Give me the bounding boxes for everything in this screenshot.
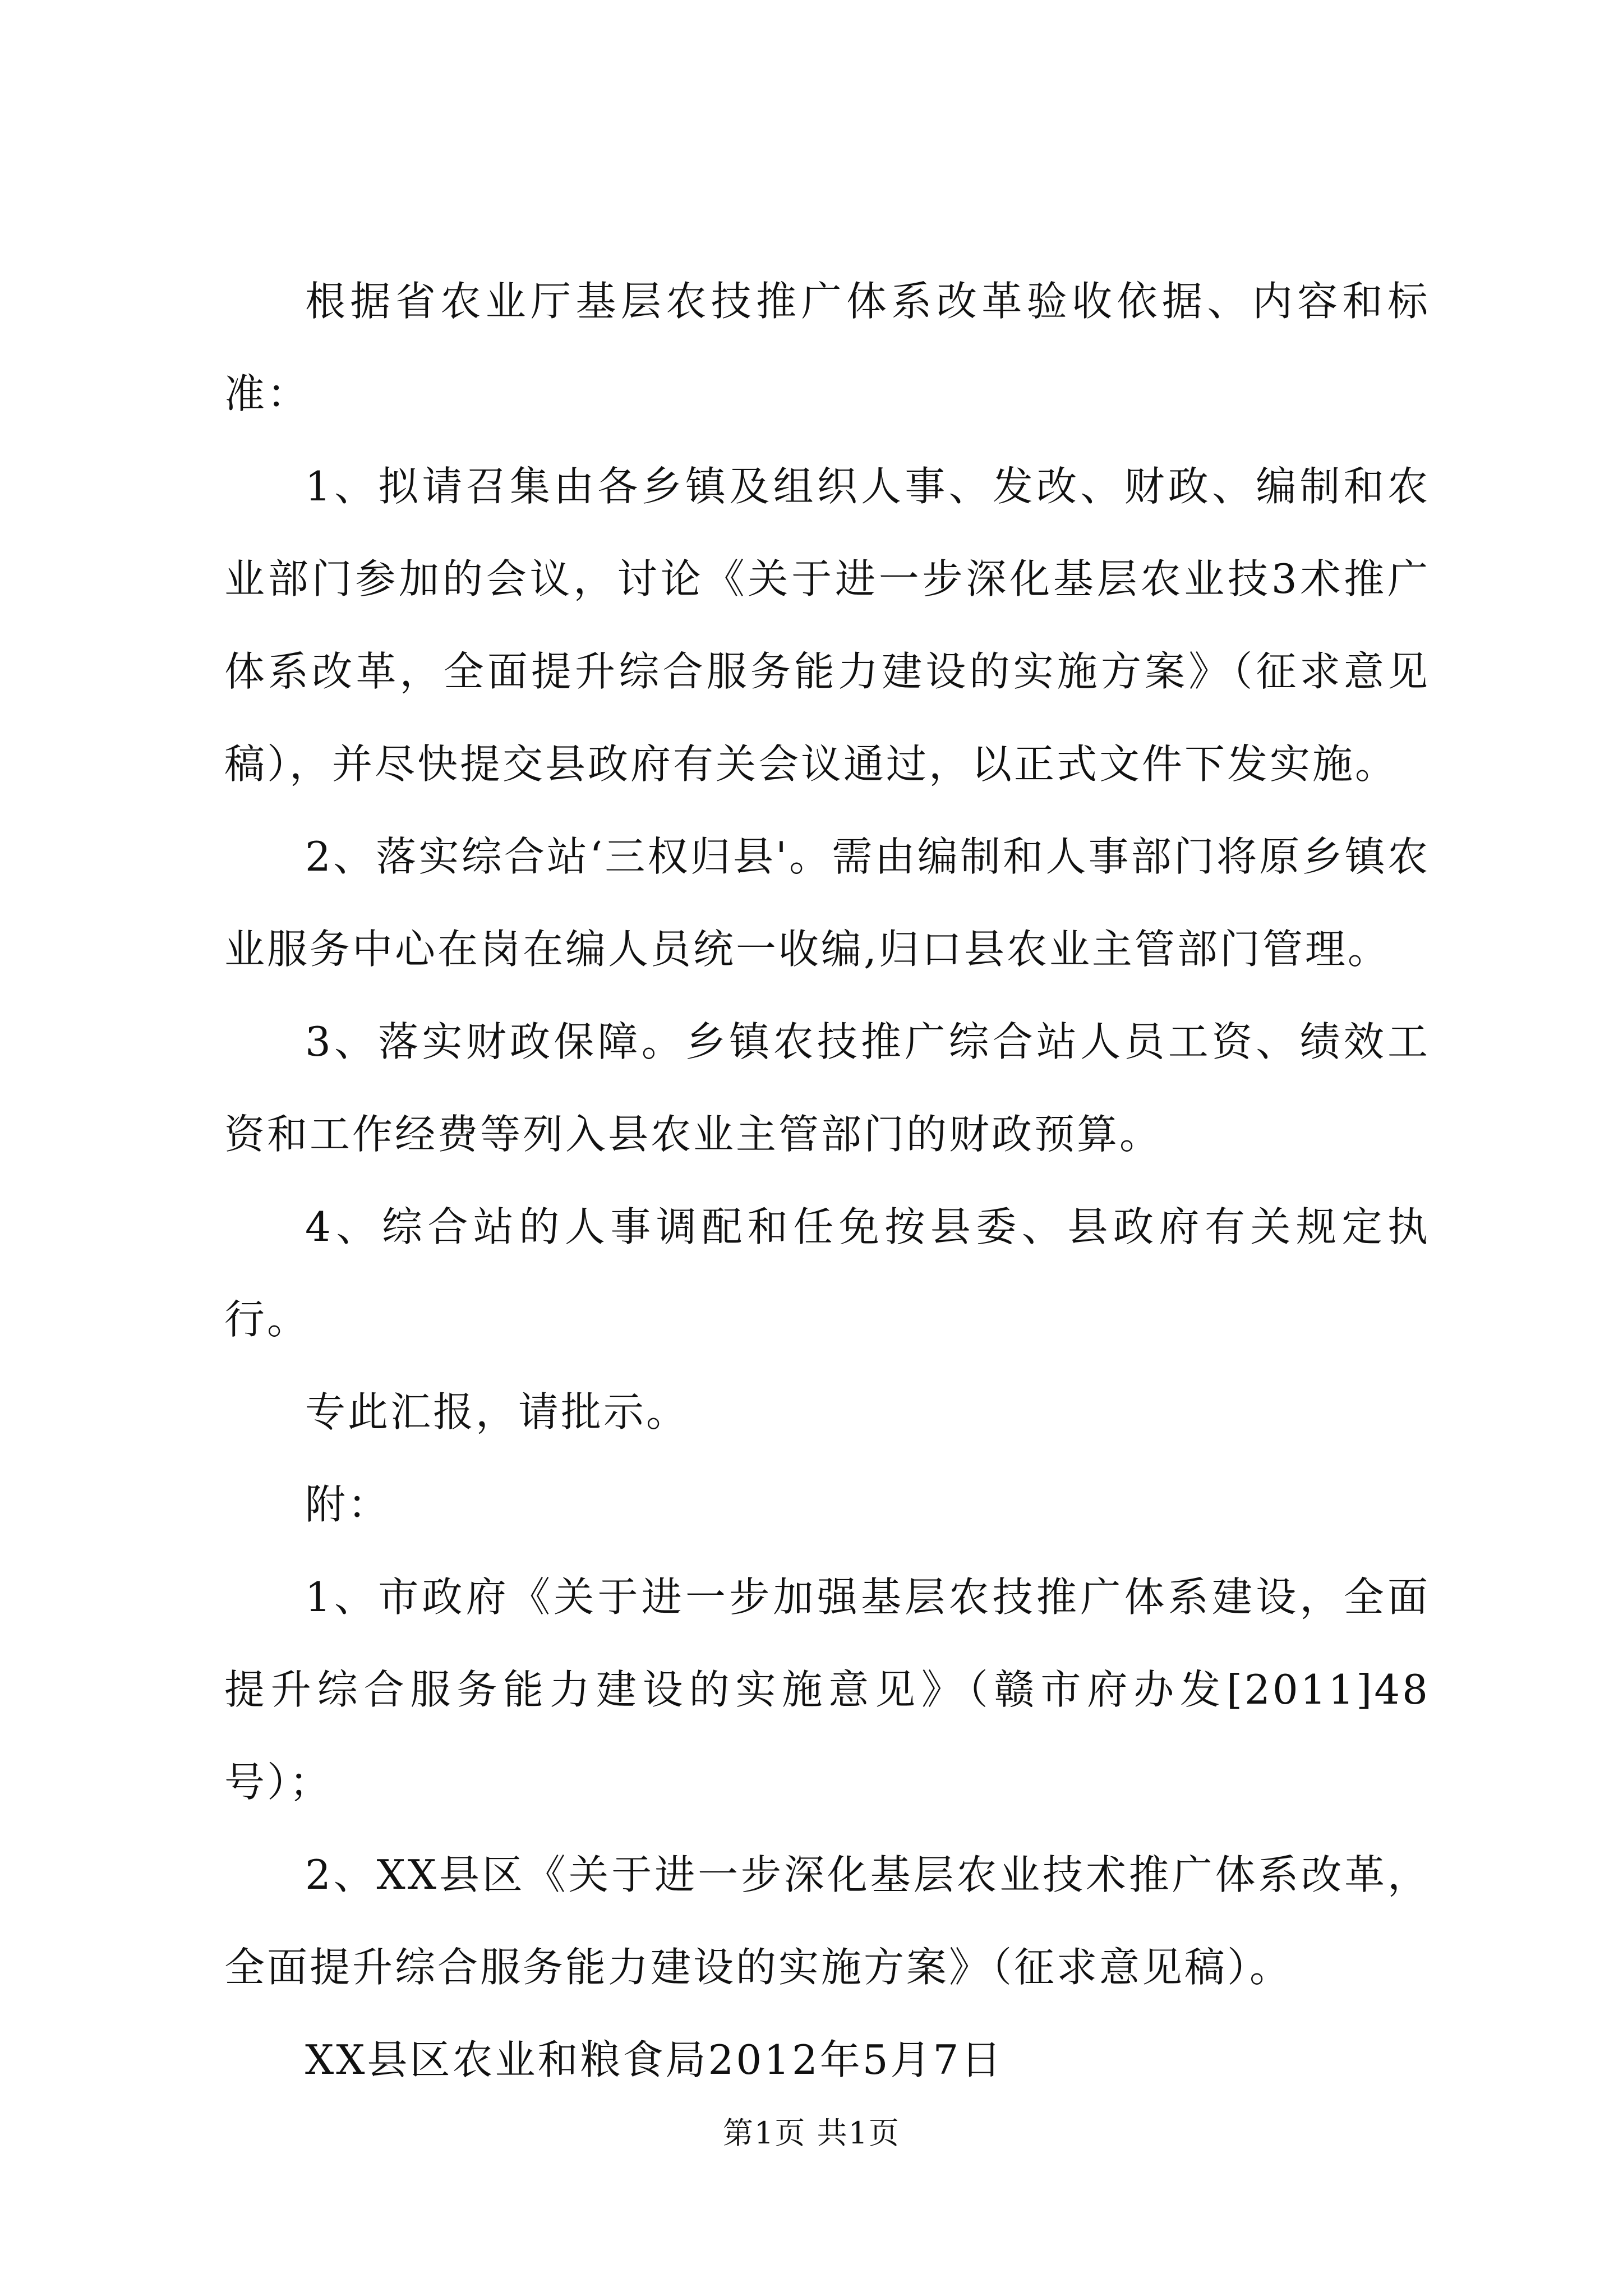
- paragraph-item-1: 1、拟请召集由各乡镇及组织人事、发改、财政、编制和农业部门参加的会议，讨论《关于进一步深化基层农业技3术推广体系改革，全面提升综合服务能力建设的实施方案》（征求意见稿），并尽快提交县政府有关会议通过，以正式文件下发实施。: [224, 463, 1430, 788]
- paragraph-intro: 根据省农业厅基层农技推广体系改革验收依据、内容和标准：: [224, 278, 1430, 417]
- paragraph-item-2: 2、落实综合站‘三权归县'。需由编制和人事部门将原乡镇农业服务中心在岗在编人员统一收编,归口县农业主管部门管理。: [224, 833, 1430, 973]
- attachment-item-1: 1、市政府《关于进一步加强基层农技推广体系建设，全面提升综合服务能力建设的实施意见》（赣市府办发[2011]48号）；: [224, 1573, 1430, 1806]
- paragraph-item-3: 3、落实财政保障。乡镇农技推广综合站人员工资、绩效工资和工作经费等列入县农业主管部门的财政预算。: [224, 1018, 1430, 1158]
- page-footer: 第1页 共1页: [723, 2115, 900, 2151]
- paragraph-closing: 专此汇报，请批示。: [305, 1388, 689, 1435]
- signature-date: XX县区农业和粮食局2012年5月7日: [305, 2036, 1004, 2083]
- attachment-item-2: 2、XX县区《关于进一步深化基层农业技术推广体系改革，全面提升综合服务能力建设的实施方案》（征求意见稿）。: [224, 1851, 1430, 1991]
- attachments-heading: 附：: [305, 1481, 391, 1528]
- document-body: [224, 255, 1430, 2106]
- paragraph-item-4: 4、综合站的人事调配和任免按县委、县政府有关规定执行。: [224, 1203, 1430, 1343]
